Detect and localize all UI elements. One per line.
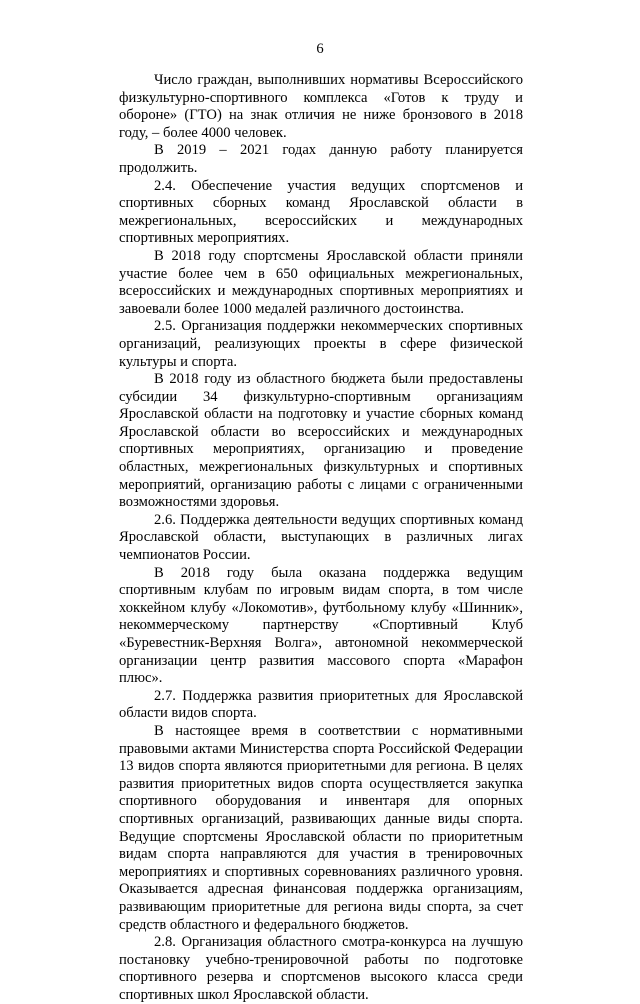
paragraph-2018-clubs-support: В 2018 году была оказана поддержка ведущим спортивным клубам по игровым видам спорта, в том числе хоккейном клубу «Локомотив», футбольному клубу «Шинник», некоммерческому партнерству «Спортивный Клуб «Буревестник-Верхняя Волга», автономной некоммерческой организации центр развития массового спорта «Марафон плюс». [119,564,523,687]
section-2-5-heading: 2.5. Организация поддержки некоммерческих спортивных организаций, реализующих проекты в сфере физической культуры и спорта. [119,318,523,370]
paragraph-gto-results: Число граждан, выполнивших нормативы Всероссийского физкультурно-спортивного комплекса «Готов к труду и обороне» (ГТО) на знак отличия не ниже бронзового в 2018 году, – более 4000 человек. [119,72,523,141]
paragraph-plans-2019-2021: В 2019 – 2021 годах данную работу планируется продолжить. [119,142,523,176]
paragraph-priority-sports: В настоящее время в соответствии с нормативными правовыми актами Министерства спорта Российской Федерации 13 видов спорта являются приоритетными для региона. В целях развития приоритетных видов спорта осуществляется закупка спортивного оборудования и инвентаря для опорных спортивных организаций, развивающих данные виды спорта. Ведущие спортсмены Ярославской области по приоритетным видам спорта направляются для участия в тренировочных мероприятиях и спортивных соревнованиях различного уровня. Оказывается адресная финансовая поддержка организациям, развивающим приоритетные для региона виды спорта, за счет средств областного и федерального бюджетов. [119,722,523,933]
section-2-7-heading: 2.7. Поддержка развития приоритетных для Ярославской области видов спорта. [119,687,523,722]
document-body [119,72,523,1004]
page-number: 6 [316,41,324,57]
section-2-6-heading: 2.6. Поддержка деятельности ведущих спортивных команд Ярославской области, выступающих в различных лигах чемпионатов России. [119,511,523,564]
paragraph-2018-competitions: В 2018 году спортсмены Ярославской области приняли участие более чем в 650 официальных межрегиональных, всероссийских и международных спортивных мероприятиях и завоевали более 1000 медалей различного достоинства. [119,247,523,317]
section-2-4-heading: 2.4. Обеспечение участия ведущих спортсменов и спортивных сборных команд Ярославской области в межрегиональных, всероссийских и международных спортивных мероприятиях. [119,177,523,247]
paragraph-2018-subsidies: В 2018 году из областного бюджета были предоставлены субсидии 34 физкультурно-спортивным организациям Ярославской области на подготовку и участие сборных команд Ярославской области во всероссийских и международных спортивных мероприятиях, организацию и проведение областных, межрегиональных физкультурных и спортивных мероприятий, организацию работы с лицами с ограниченными возможностями здоровья. [119,371,523,511]
section-2-8-heading: 2.8. Организация областного смотра-конкурса на лучшую постановку учебно-тренировочной работы по подготовке спортивного резерва и спортсменов высокого класса среди спортивных школ Ярославской области. [119,934,523,1003]
